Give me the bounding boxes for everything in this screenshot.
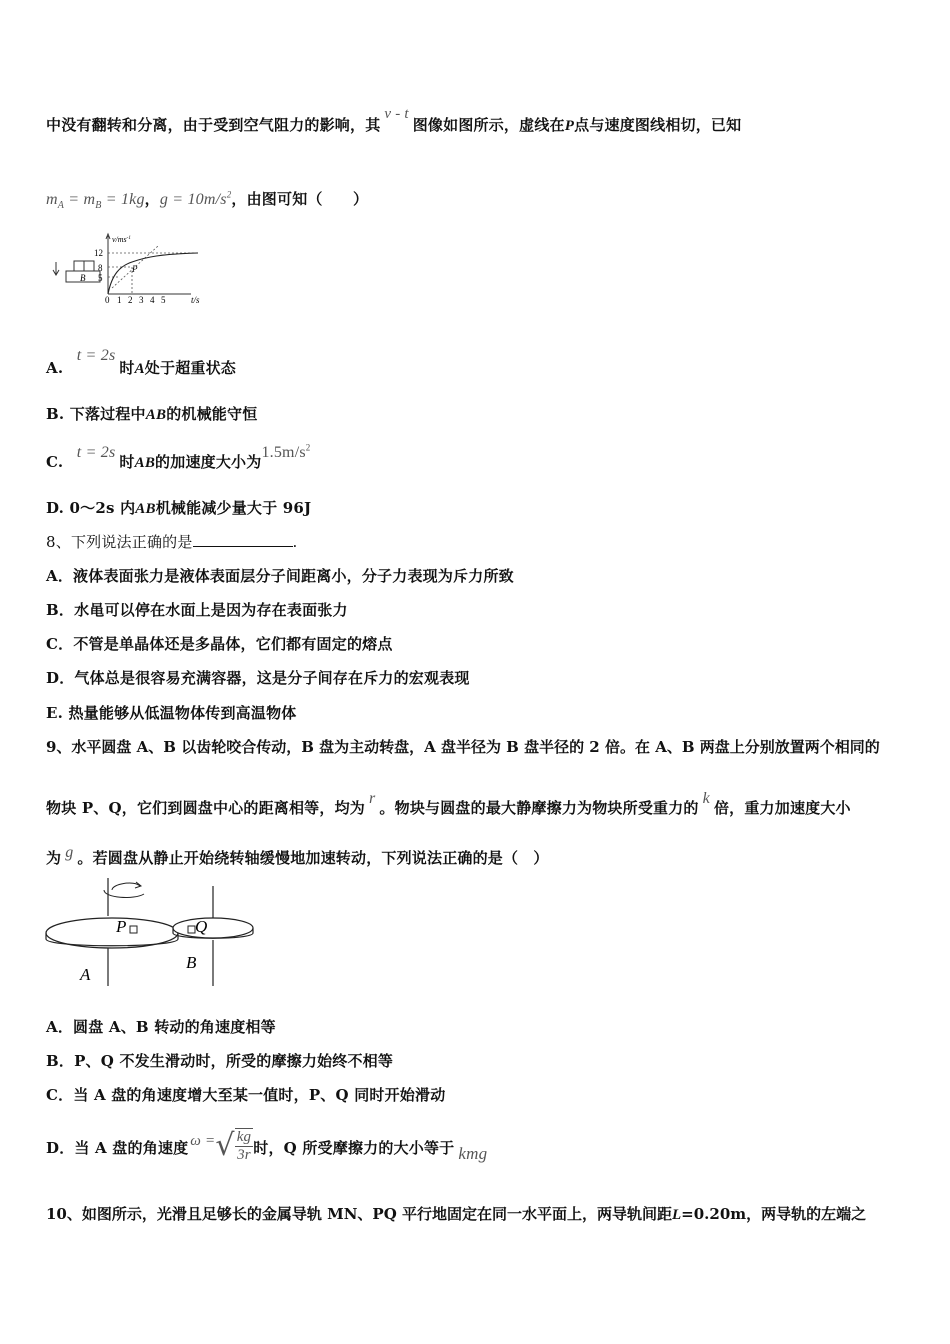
disc-b-top — [173, 918, 253, 938]
q7-stem-text: 中没有翻转和分离，由于受到空气阻力的影响，其 — [46, 116, 381, 134]
q10-stem-line1 — [46, 1203, 866, 1224]
object-ab-label: AB — [134, 455, 156, 471]
option-text: 时 — [119, 453, 135, 471]
q8-option-b: B．水黾可以停在水面上是因为存在表面张力 — [46, 601, 348, 619]
option-letter: B. — [46, 405, 65, 423]
option-text-end: 机械能减少量大于 96J — [155, 499, 312, 517]
y-tick-5: 5 — [98, 273, 103, 283]
label-p: P — [116, 917, 127, 936]
x-tick-3: 3 — [139, 295, 144, 305]
option-text-end: 处于超重状态 — [144, 359, 236, 377]
option-text: 下落过程中 — [69, 405, 146, 423]
label-q: Q — [195, 917, 208, 936]
option-letter: D. — [46, 499, 65, 517]
velocity-curve — [108, 253, 198, 294]
sqrt-fraction — [235, 1128, 254, 1164]
option-letter: C. — [46, 453, 64, 471]
option-text-mid: 的加速度大小为 — [155, 453, 262, 471]
q7-option-a — [46, 347, 236, 378]
q8-stem-text: 8、下列说法正确的是 — [46, 533, 193, 551]
q7-stem-text-mid: 图像如图所示，虚线在 — [412, 116, 565, 134]
mass-value: = 1kg — [105, 191, 145, 208]
gravity-equation — [160, 191, 232, 208]
q9-stem-text-mid: 。物块与圆盘的最大静摩擦力为物块所受重力的 — [379, 799, 699, 817]
q7-stem-question: ，由图可知（ ） — [231, 190, 369, 208]
q8-stem — [46, 531, 298, 552]
x-tick-5: 5 — [161, 295, 166, 305]
acceleration-unit-sup: 2 — [305, 442, 311, 453]
y-tick-12: 12 — [94, 248, 103, 258]
q9-stem-text: 物块 P、Q，它们到圆盘中心的距离相等，均为 — [46, 799, 365, 817]
velocity-time-graph — [46, 230, 216, 310]
radius-symbol: r — [368, 790, 376, 807]
g-unit-sup: 2 — [226, 189, 232, 200]
q9-option-c: C．当 A 盘的角速度增大至某一值时，P、Q 同时开始滑动 — [46, 1086, 446, 1104]
x-tick-0: 0 — [105, 295, 110, 305]
q7-stem-text-end: 点与速度图线相切，已知 — [574, 116, 742, 134]
q8-stem-end: . — [292, 533, 298, 551]
option-text: 0～2s 内 — [69, 499, 136, 517]
q9-stem-line2 — [46, 790, 851, 818]
g-symbol: g — [159, 191, 169, 208]
q10-stem-text: 10、如图所示，光滑且足够长的金属导轨 MN、PQ 平行地固定在同一水平面上，两导轨间距 — [46, 1205, 672, 1223]
g-symbol: g — [65, 844, 74, 861]
option-text: D．当 A 盘的角速度 — [46, 1139, 189, 1157]
time-equation: t = 2s — [76, 444, 116, 461]
mass-b-subscript: B — [95, 200, 102, 212]
mass-a-symbol: m — [46, 191, 58, 208]
kmg-expression: kmg — [458, 1144, 488, 1163]
x-tick-2: 2 — [128, 295, 133, 305]
q7-option-b — [46, 403, 257, 424]
mass-a-subscript: A — [57, 200, 65, 212]
mass-b-symbol: = m — [68, 191, 96, 208]
object-a-label: A — [134, 361, 145, 377]
q9-stem-text: 为 — [46, 849, 62, 867]
object-ab-label: AB — [145, 407, 167, 423]
option-text-mid: 时，Q 所受摩擦力的大小等于 — [253, 1139, 455, 1157]
q8-option-c: C．不管是单晶体还是多晶体，它们都有固定的熔点 — [46, 635, 393, 653]
q9-stem-line1: 9、水平圆盘 A、B 以齿轮咬合传动，B 盘为主动转盘，A 盘半径为 B 盘半径的 2 倍。在 A、B 两盘上分别放置两个相同的 — [46, 738, 880, 756]
omega-symbol: ω = — [190, 1133, 216, 1149]
mass-equation — [46, 191, 145, 212]
object-ab-label: AB — [135, 501, 156, 517]
gear-discs-figure — [44, 876, 259, 991]
acceleration-value-text: 1.5m/s — [261, 444, 306, 461]
fraction-denominator: 3r — [237, 1146, 251, 1163]
q7-stem-line1 — [46, 106, 742, 135]
g-value: = 10m/s — [172, 191, 227, 208]
vt-symbol: v - t — [384, 106, 409, 122]
q10-stem-text-end: =0.20m，两导轨的左端之 — [681, 1205, 867, 1223]
option-letter: A. — [46, 359, 64, 377]
sqrt-sign: √ — [215, 1127, 235, 1163]
q9-stem-question: 。若圆盘从静止开始绕转轴缓慢地加速转动，下列说法正确的是（ ） — [77, 849, 549, 867]
answer-blank — [193, 532, 293, 547]
y-axis-label: $v/ms^{-1}$ — [112, 235, 131, 244]
rotation-arrow-arc — [112, 883, 140, 890]
option-text-end: 的机械能守恒 — [166, 405, 258, 423]
label-a: A — [80, 965, 91, 984]
fraction-numerator: kg — [236, 1128, 252, 1145]
graph-point-p: P — [132, 264, 138, 274]
q7-option-d — [46, 497, 311, 518]
x-tick-4: 4 — [150, 295, 155, 305]
q9-stem-text-end: 倍，重力加速度大小 — [713, 799, 851, 817]
point-p-label: P — [564, 118, 575, 134]
q8-option-a: A．液体表面张力是液体表面层分子间距离小，分子力表现为斥力所致 — [46, 567, 514, 585]
box-b-label: B — [80, 273, 86, 283]
comma: ， — [144, 190, 160, 208]
q9-option-d — [46, 1127, 488, 1168]
q9-option-b: B．P、Q 不发生滑动时，所受的摩擦力始终不相等 — [46, 1052, 394, 1070]
sqrt-expression — [215, 1127, 253, 1164]
q8-option-d: D．气体总是很容易充满容器，这是分子间存在斥力的宏观表现 — [46, 669, 470, 687]
q7-option-c — [46, 442, 311, 472]
y-tick-8: 8 — [98, 263, 103, 273]
option-text: 时 — [119, 359, 135, 377]
length-l-symbol: L — [671, 1207, 682, 1223]
acceleration-value — [261, 444, 310, 461]
k-symbol: k — [702, 790, 710, 807]
q9-option-a: A．圆盘 A、B 转动的角速度相等 — [46, 1018, 276, 1036]
q8-option-e: E. 热量能够从低温物体传到高温物体 — [46, 704, 297, 722]
q7-stem-line2 — [46, 188, 368, 211]
q9-stem-line3 — [46, 844, 549, 868]
rotation-arrow-lower — [104, 890, 144, 897]
x-tick-1: 1 — [117, 295, 122, 305]
x-axis-label: t/s — [191, 295, 200, 305]
label-b: B — [186, 953, 197, 972]
time-equation: t = 2s — [76, 347, 116, 364]
